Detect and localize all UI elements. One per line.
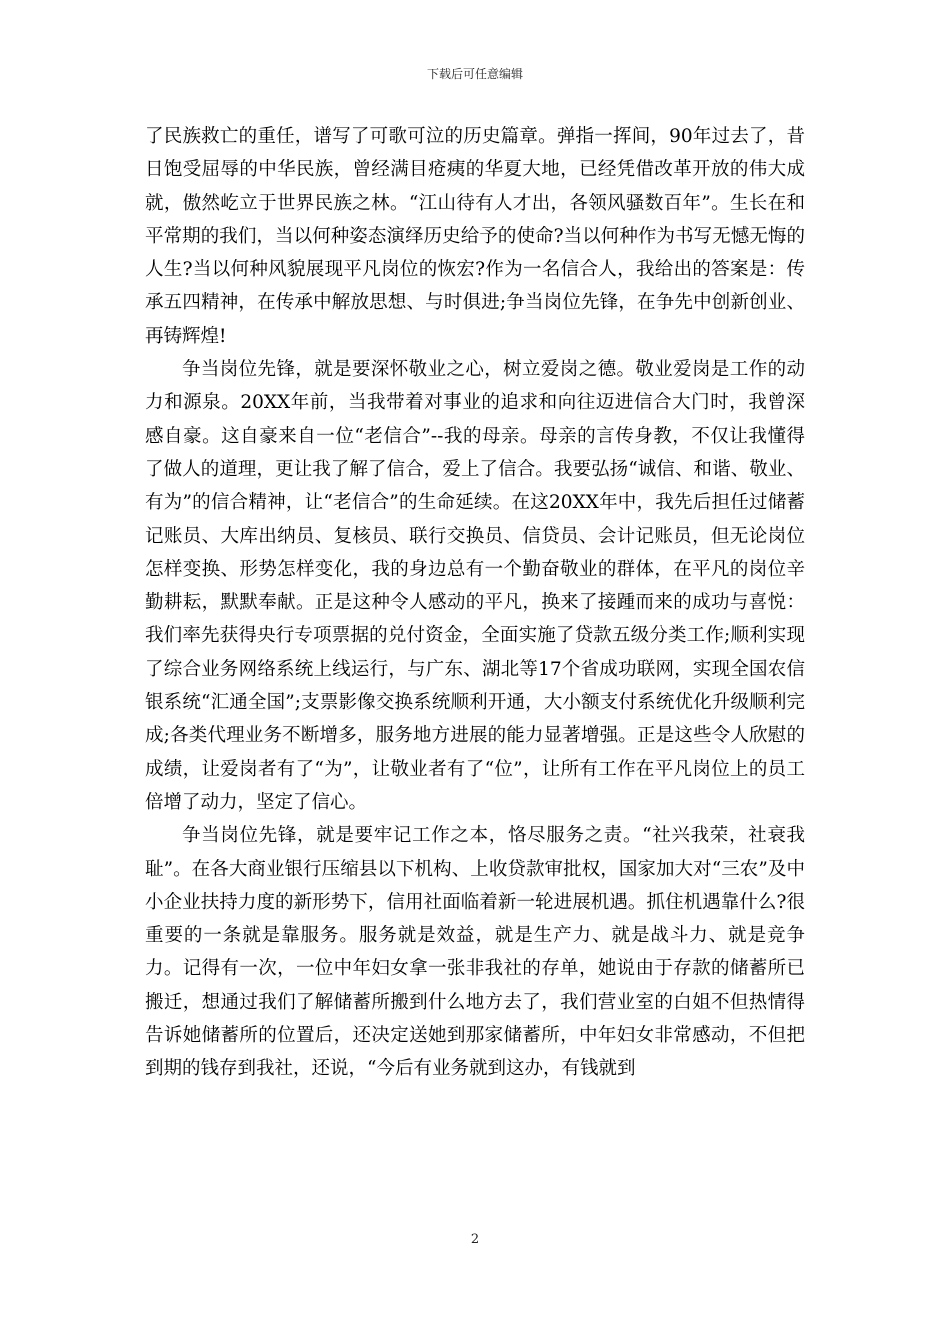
paragraph-1: 了民族救亡的重任，谱写了可歌可泣的历史篇章。弹指一挥间，90年过去了，昔日饱受屈辱的中华民族，曾经满目疮痍的华夏大地，已经凭借改革开放的伟大成就，傲然屹立于世界民族之林。“江山待有人才出，各领风骚数百年”。生长在和平常期的我们，当以何种姿态演绎历史给予的使命?当以何种作为书写无憾无悔的人生?当以何种风貌展现平凡岗位的恢宏?作为一名信合人，我给出的答案是：传承五四精神，在传承中解放思想、与时俱进;争当岗位先锋，在争先中创新创业、再铸辉煌!	[145, 126, 805, 347]
page-number: 2	[470, 1232, 480, 1247]
paragraph-3: 争当岗位先锋，就是要牢记工作之本，恪尽服务之责。“社兴我荣，社衰我耻”。在各大商业银行压缩县以下机构、上收贷款审批权，国家加大对“三农”及中小企业扶持力度的新形势下，信用社面临着新一轮进展机遇。抓住机遇靠什么?很重要的一条就是靠服务。服务就是效益，就是生产力、就是战斗力、就是竞争力。记得有一次，一位中年妇女拿一张非我社的存单，她说由于存款的储蓄所已搬迁，想通过我们了解储蓄所搬到什么地方去了，我们营业室的白姐不但热情得告诉她储蓄所的位置后，还决定送她到那家储蓄所，中年妇女非常感动，不但把到期的钱存到我社，还说，“今后有业务就到这办，有钱就到	[145, 825, 805, 1080]
paragraph-2: 争当岗位先锋，就是要深怀敬业之心，树立爱岗之德。敬业爱岗是工作的动力和源泉。20XX年前，当我带着对事业的追求和向往迈进信合大门时，我曾深感自豪。这自豪来自一位“老信合”--我的母亲。母亲的言传身教，不仅让我懂得了做人的道理，更让我了解了信合，爱上了信合。我要弘扬“诚信、和谐、敬业、有为”的信合精神，让“老信合”的生命延续。在这20XX年中，我先后担任过储蓄记账员、大库出纳员、复核员、联行交换员、信贷员、会计记账员，但无论岗位怎样变换、形势怎样变化，我的身边总有一个勤奋敬业的群体，在平凡的岗位辛勤耕耘，默默奉献。正是这种令人感动的平凡，换来了接踵而来的成功与喜悦：我们率先获得央行专项票据的兑付资金，全面实施了贷款五级分类工作;顺利实现了综合业务网络系统上线运行，与广东、湖北等17个省成功联网，实现全国农信银系统“汇通全国”;支票影像交换系统顺利开通，大小额支付系统优化升级顺利完成;各类代理业务不断增多，服务地方进展的能力显著增强。正是这些令人欣慰的成绩，让爱岗者有了“为”，让敬业者有了“位”，让所有工作在平凡岗位上的员工倍增了动力，坚定了信心。	[145, 359, 805, 813]
page-header: 下载后可任意编辑	[426, 67, 523, 81]
document-body	[145, 120, 805, 1086]
